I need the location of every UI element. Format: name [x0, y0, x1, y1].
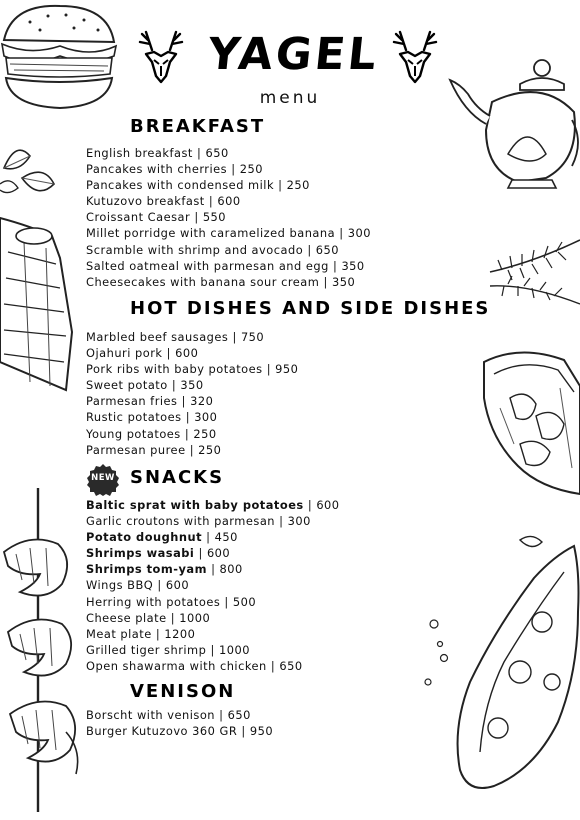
menu-item-name: English breakfast: [86, 146, 193, 160]
section-title-snacks: SNACKS: [130, 467, 225, 488]
menu-item-price: 650: [315, 242, 340, 257]
menu-item-name: Baltic sprat with baby potatoes: [86, 498, 304, 512]
menu-item-price: 250: [286, 178, 310, 193]
new-badge-label: NEW: [91, 473, 115, 483]
price-separator: |: [167, 378, 181, 393]
price-separator: |: [204, 194, 218, 209]
menu-item: [86, 409, 298, 425]
price-separator: |: [202, 530, 215, 545]
menu-item-name: Herring with potatoes: [86, 594, 221, 609]
price-separator: |: [153, 578, 166, 593]
section-title-hot-dishes: HOT DISHES AND SIDE DISHES: [130, 298, 491, 319]
menu-item: [86, 258, 371, 274]
menu-item-name: Marbled beef sausages: [86, 330, 229, 344]
menu-item-price: 350: [180, 378, 204, 393]
menu-item-price: 1000: [218, 642, 250, 657]
menu-item-price: 650: [279, 658, 303, 673]
menu-item: [86, 209, 371, 225]
menu-item-name: Burger Kutuzovo 360 GR: [86, 724, 238, 739]
price-separator: |: [162, 346, 176, 361]
menu-item-price: 1000: [179, 610, 211, 625]
price-separator: |: [266, 658, 280, 673]
menu-item-name: Parmesan fries: [86, 394, 178, 409]
menu-item: [86, 161, 371, 177]
menu-item-price: 600: [217, 194, 241, 209]
menu-item: [86, 577, 340, 593]
section-title-breakfast: BREAKFAST: [130, 116, 266, 137]
menu-item-price: 600: [165, 578, 190, 593]
menu-item-name: Ojahuri pork: [86, 346, 163, 361]
menu-item-price: 1200: [164, 626, 196, 641]
menu-item-name: Shrimps tom-yam: [86, 562, 207, 577]
menu-item: [86, 145, 371, 161]
price-separator: |: [206, 642, 219, 657]
menu-item-name: Scramble with shrimp and avocado: [86, 242, 304, 257]
price-separator: |: [274, 178, 287, 193]
section-title-venison: VENISON: [130, 681, 236, 702]
snacks-list: [86, 497, 340, 674]
price-separator: |: [180, 426, 194, 441]
rosemary-illustration: [488, 226, 580, 312]
menu-item-price: 250: [198, 442, 222, 457]
price-separator: |: [237, 724, 250, 739]
price-separator: |: [228, 330, 241, 344]
menu-item-name: Rustic potatoes: [86, 410, 182, 425]
menu-item-name: Potato doughnut: [86, 530, 203, 545]
menu-item: [86, 561, 340, 577]
menu-item-name: Borscht with venison: [86, 708, 216, 722]
sausage-plate-illustration: [0, 212, 76, 398]
menu-item-price: 800: [219, 562, 243, 577]
brand-title: YAGEL: [205, 29, 382, 80]
menu-item: [86, 426, 298, 442]
menu-item: [86, 377, 298, 393]
price-separator: |: [227, 162, 240, 177]
price-separator: |: [206, 562, 220, 577]
price-separator: |: [220, 594, 233, 609]
menu-item: [86, 626, 340, 642]
basil-illustration: [0, 138, 58, 202]
menu-item-name: Pancakes with condensed milk: [86, 178, 275, 193]
price-separator: |: [192, 146, 206, 160]
price-separator: |: [275, 514, 288, 529]
price-separator: |: [319, 274, 332, 289]
teapot-illustration: [446, 50, 580, 194]
menu-item: [86, 723, 273, 739]
menu-item: [86, 529, 340, 545]
new-badge: [86, 463, 120, 497]
shrimp-skewer-illustration: [0, 488, 84, 812]
menu-item-price: 550: [202, 210, 227, 225]
deer-head-icon: [392, 28, 438, 84]
menu-item-price: 650: [227, 708, 251, 722]
menu-item: [86, 610, 340, 626]
price-separator: |: [303, 242, 316, 257]
menu-item: [86, 177, 371, 193]
menu-item: [86, 594, 340, 610]
menu-item-name: Sweet potato: [86, 378, 168, 393]
price-separator: |: [335, 226, 348, 241]
menu-item-price: 350: [331, 274, 356, 289]
menu-item: [86, 497, 340, 513]
hot-dishes-list: [86, 329, 298, 458]
menu-item: [86, 274, 371, 290]
menu-item-price: 950: [275, 362, 299, 377]
menu-item: [86, 513, 340, 529]
menu-item-price: 300: [287, 514, 311, 529]
sandwich-illustration: [480, 348, 580, 496]
menu-item: [86, 707, 273, 723]
price-separator: |: [166, 610, 180, 625]
menu-item: [86, 658, 340, 674]
menu-item-price: 600: [316, 498, 340, 512]
menu-item-price: 500: [232, 594, 257, 609]
menu-item-name: Salted oatmeal with parmesan and egg: [86, 258, 329, 273]
menu-item-name: Wings BBQ: [86, 578, 154, 593]
menu-item: [86, 545, 340, 561]
menu-item: [86, 361, 298, 377]
menu-item-name: Meat plate: [86, 626, 152, 641]
menu-item-name: Garlic croutons with parmesan: [86, 514, 276, 529]
price-separator: |: [328, 258, 342, 273]
price-separator: |: [190, 210, 203, 225]
deer-head-icon: [138, 28, 184, 84]
menu-item-name: Croissant Caesar: [86, 210, 191, 225]
menu-item-name: Open shawarma with chicken: [86, 658, 267, 673]
menu-item: [86, 242, 371, 258]
menu-item-name: Parmesan puree: [86, 442, 186, 457]
menu-item: [86, 329, 298, 345]
menu-item: [86, 193, 371, 209]
price-separator: |: [215, 708, 228, 722]
menu-item-price: 300: [194, 410, 218, 425]
breakfast-list: [86, 145, 371, 290]
menu-item-name: Shrimps wasabi: [86, 546, 195, 561]
burger-illustration: [0, 0, 118, 120]
menu-item-price: 650: [205, 146, 229, 160]
price-separator: |: [303, 498, 317, 512]
menu-subtitle: menu: [259, 88, 321, 108]
menu-item-price: 320: [190, 394, 214, 409]
menu-item: [86, 393, 298, 409]
menu-item-price: 950: [249, 724, 274, 739]
price-separator: |: [194, 546, 207, 561]
price-separator: |: [151, 626, 165, 641]
menu-item-price: 600: [206, 546, 231, 561]
venison-list: [86, 707, 273, 739]
menu-item-price: 250: [239, 162, 263, 177]
menu-item-name: Pancakes with cherries: [86, 162, 228, 177]
menu-item-name: Cheesecakes with banana sour cream: [86, 274, 320, 289]
menu-item: [86, 442, 298, 458]
price-separator: |: [262, 362, 276, 377]
menu-item-name: Young potatoes: [86, 426, 181, 441]
menu-item-name: Kutuzovo breakfast: [86, 194, 205, 209]
menu-item-price: 250: [193, 426, 217, 441]
menu-item-name: Millet porridge with caramelized banana: [86, 226, 336, 241]
menu-item: [86, 642, 340, 658]
flatbread-illustration: [424, 532, 580, 800]
menu-item-name: Grilled tiger shrimp: [86, 642, 207, 657]
menu-item: [86, 225, 371, 241]
menu-item-price: 750: [240, 330, 265, 344]
menu-item-price: 450: [214, 530, 238, 545]
menu-item-price: 300: [347, 226, 371, 241]
menu-item: [86, 345, 298, 361]
price-separator: |: [181, 410, 195, 425]
price-separator: |: [177, 394, 191, 409]
menu-item-price: 600: [175, 346, 199, 361]
menu-item-price: 350: [341, 258, 365, 273]
menu-item-name: Cheese plate: [86, 610, 167, 625]
menu-item-name: Pork ribs with baby potatoes: [86, 362, 263, 377]
price-separator: |: [185, 442, 199, 457]
